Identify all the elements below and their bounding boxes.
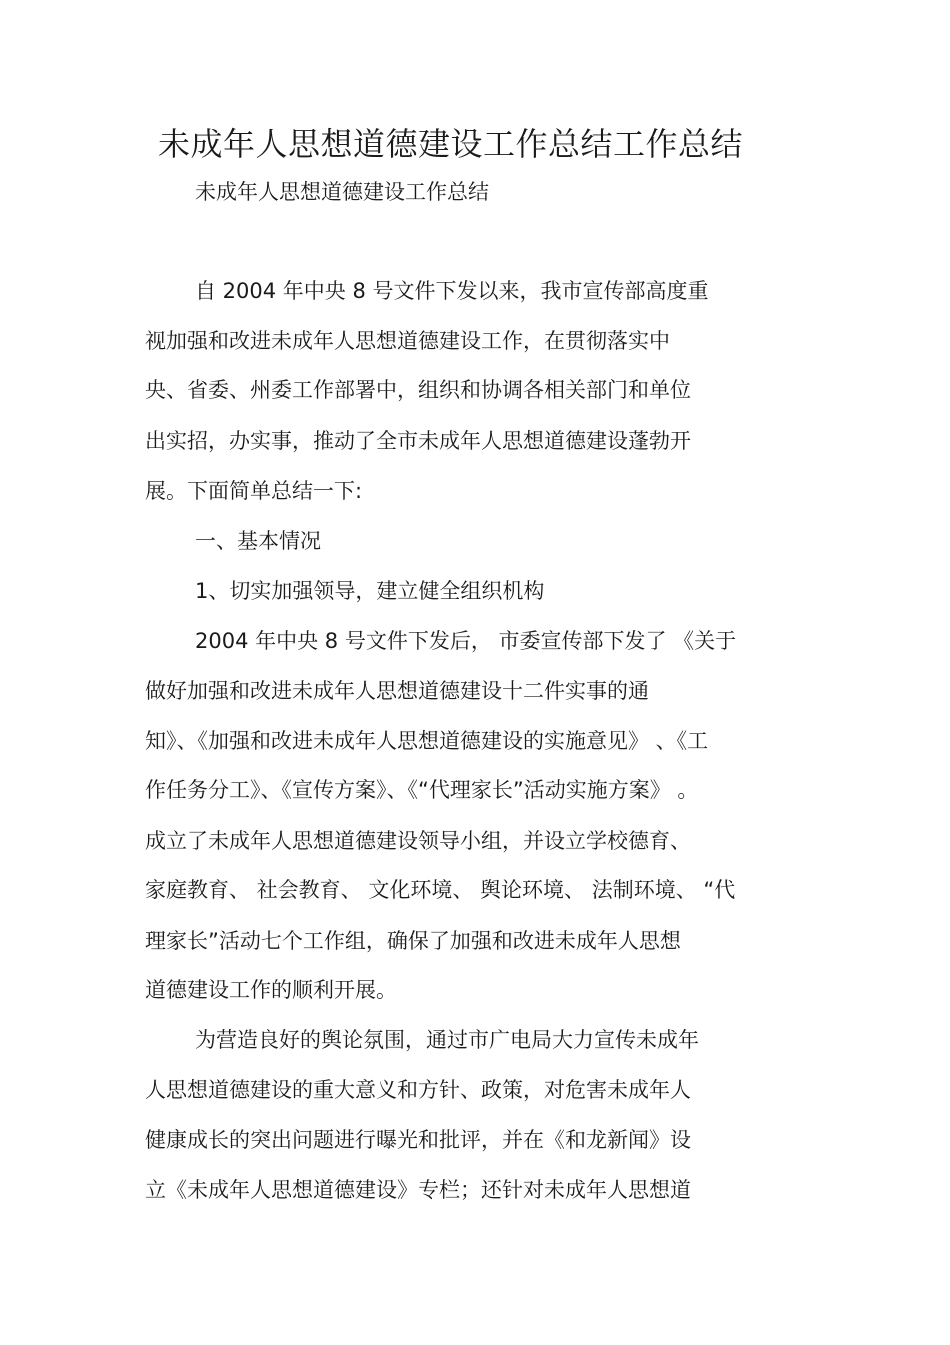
body-line: 出实招，办实事，推动了全市未成年人思想道德建设蓬勃开 — [145, 429, 691, 453]
body-line: 道德建设工作的顺利开展。 — [145, 978, 397, 1002]
body-line: 作任务分工》、《宣传方案》、《“代理家长”活动实施方案》 。 — [145, 778, 699, 802]
body-line: 立《未成年人思想道德建设》专栏；还针对未成年人思想道 — [145, 1178, 691, 1202]
document-title: 未成年人思想道德建设工作总结工作总结 — [158, 125, 744, 163]
section-heading: 一、基本情况 — [195, 529, 321, 553]
body-line: 人思想道德建设的重大意义和方针、政策，对危害未成年人 — [145, 1078, 691, 1102]
body-line: 自 2004 年中央 8 号文件下发以来，我市宣传部高度重 — [195, 279, 709, 303]
body-line: 健康成长的突出问题进行曝光和批评，并在《和龙新闻》设 — [145, 1128, 691, 1152]
subsection-heading: 1、切实加强领导，建立健全组织机构 — [195, 579, 545, 603]
body-line: 理家长”活动七个工作组，确保了加强和改进未成年人思想 — [145, 929, 681, 953]
body-line: 展。下面简单总结一下: — [145, 479, 363, 503]
body-line: 成立了未成年人思想道德建设领导小组，并设立学校德育、 — [145, 829, 691, 853]
body-line: 家庭教育、 社会教育、 文化环境、 舆论环境、 法制环境、 “代 — [145, 878, 736, 902]
body-line: 2004 年中央 8 号文件下发后， 市委宣传部下发了 《关于 — [195, 629, 737, 653]
body-line: 知》、《加强和改进未成年人思想道德建设的实施意见》 、《工 — [145, 729, 709, 753]
body-line: 央、省委、州委工作部署中，组织和协调各相关部门和单位 — [145, 378, 691, 402]
body-line: 视加强和改进未成年人思想道德建设工作，在贯彻落实中 — [145, 329, 670, 353]
body-line: 为营造良好的舆论氛围，通过市广电局大力宣传未成年 — [195, 1028, 699, 1052]
document-subtitle: 未成年人思想道德建设工作总结 — [195, 180, 489, 204]
body-line: 做好加强和改进未成年人思想道德建设十二件实事的通 — [145, 679, 649, 703]
